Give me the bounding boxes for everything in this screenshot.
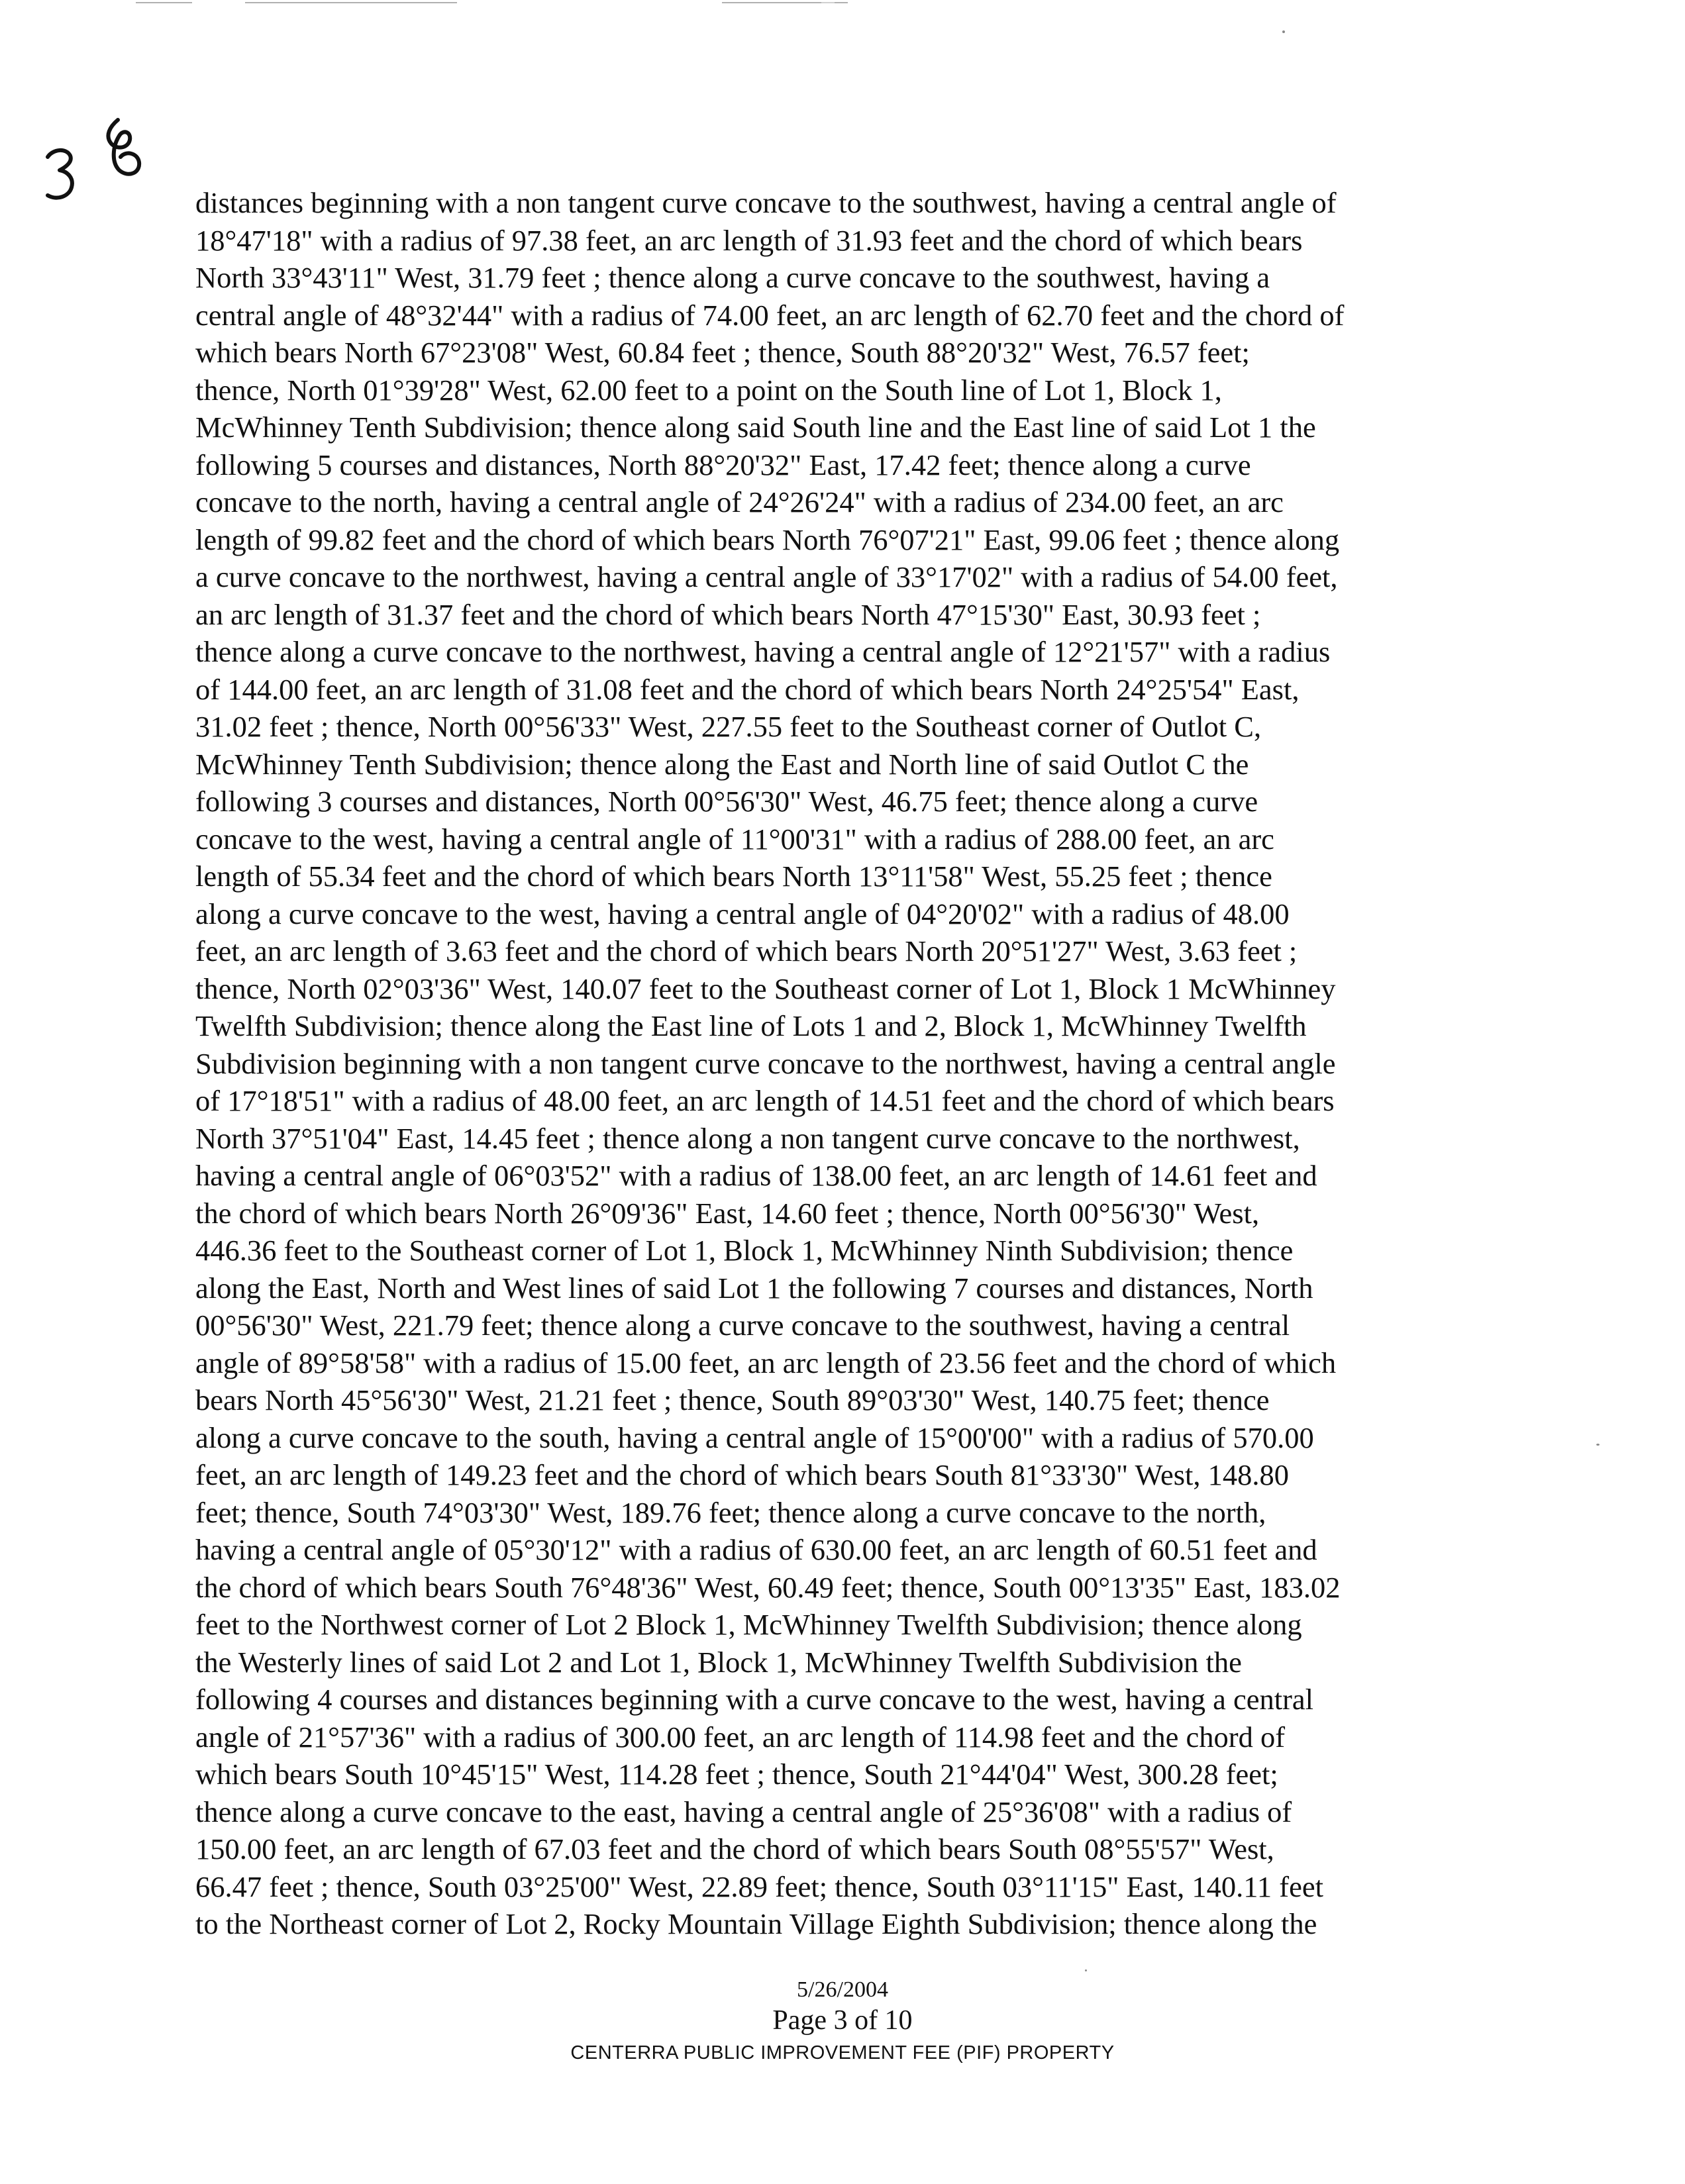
body-line: of 17°18'51" with a radius of 48.00 feet, an arc length of 14.51 feet and the chord of which bears <box>195 1084 1335 1117</box>
footer-page-number: Page 3 of 10 <box>772 2005 913 2036</box>
body-line: having a central angle of 06°03'52" with a radius of 138.00 feet, an arc length of 14.61 feet and <box>195 1159 1317 1192</box>
body-line: distances beginning with a non tangent curve concave to the southwest, having a central angle of <box>195 186 1337 219</box>
body-line: feet to the Northwest corner of Lot 2 Block 1, McWhinney Twelfth Subdivision; thence along <box>195 1608 1302 1641</box>
legal-description-body <box>195 184 1494 1943</box>
body-line: the chord of which bears South 76°48'36" West, 60.49 feet; thence, South 00°13'35" East, 183.02 <box>195 1570 1341 1604</box>
body-line: along the East, North and West lines of said Lot 1 the following 7 courses and distances, North <box>195 1271 1313 1305</box>
scan-mark <box>245 2 457 3</box>
scan-speck <box>1596 1444 1600 1446</box>
body-line: of 144.00 feet, an arc length of 31.08 feet and the chord of which bears North 24°25'54" East, <box>195 672 1300 706</box>
body-line: feet, an arc length of 3.63 feet and the chord of which bears North 20°51'27" West, 3.63 feet ; <box>195 934 1298 968</box>
body-line: feet, an arc length of 149.23 feet and the chord of which bears South 81°33'30" West, 148.80 <box>195 1458 1290 1491</box>
body-line: following 5 courses and distances, North 88°20'32" East, 17.42 feet; thence along a curve <box>195 448 1251 481</box>
body-line: which bears South 10°45'15" West, 114.28 feet ; thence, South 21°44'04" West, 300.28 feet; <box>195 1758 1278 1791</box>
body-line: a curve concave to the northwest, having a central angle of 33°17'02" with a radius of 54.00 feet, <box>195 560 1338 593</box>
body-line: 446.36 feet to the Southeast corner of Lot 1, Block 1, McWhinney Ninth Subdivision; thence <box>195 1234 1294 1267</box>
footer-document-title: CENTERRA PUBLIC IMPROVEMENT FEE (PIF) PROPERTY <box>570 2042 1115 2063</box>
scan-speck <box>1085 1969 1087 1971</box>
scan-marks <box>0 0 1685 13</box>
body-line: thence along a curve concave to the northwest, having a central angle of 12°21'57" with a radius <box>195 635 1331 668</box>
body-line: concave to the north, having a central angle of 24°26'24" with a radius of 234.00 feet, an arc <box>195 485 1284 519</box>
body-line: length of 55.34 feet and the chord of which bears North 13°11'58" West, 55.25 feet ; thence <box>195 860 1272 893</box>
body-line: length of 99.82 feet and the chord of which bears North 76°07'21" East, 99.06 feet ; thence along <box>195 522 1340 556</box>
body-line: McWhinney Tenth Subdivision; thence along said South line and the East line of said Lot 1 the <box>195 411 1316 444</box>
body-line: to the Northeast corner of Lot 2, Rocky Mountain Village Eighth Subdivision; thence along the <box>195 1907 1317 1940</box>
body-line: following 4 courses and distances beginning with a curve concave to the west, having a central <box>195 1683 1314 1716</box>
body-line: following 3 courses and distances, North 00°56'30" West, 46.75 feet; thence along a curve <box>195 785 1258 818</box>
body-line: thence, North 02°03'36" West, 140.07 feet to the Southeast corner of Lot 1, Block 1 McWhinney <box>195 971 1336 1005</box>
body-line: along a curve concave to the south, having a central angle of 15°00'00" with a radius of 570.00 <box>195 1420 1314 1454</box>
body-line: having a central angle of 05°30'12" with a radius of 630.00 feet, an arc length of 60.51 feet and <box>195 1533 1317 1566</box>
body-line: Subdivision beginning with a non tangent curve concave to the northwest, having a central angle <box>195 1046 1336 1080</box>
body-line: 150.00 feet, an arc length of 67.03 feet and the chord of which bears South 08°55'57" West, <box>195 1832 1274 1865</box>
handwritten-page-mark <box>33 109 179 222</box>
body-line: North 37°51'04" East, 14.45 feet ; thence along a non tangent curve concave to the northwest, <box>195 1121 1300 1155</box>
body-line: McWhinney Tenth Subdivision; thence along the East and North line of said Outlot C the <box>195 747 1249 781</box>
body-line: bears North 45°56'30" West, 21.21 feet ; thence, South 89°03'30" West, 140.75 feet; thence <box>195 1383 1270 1416</box>
body-line: an arc length of 31.37 feet and the chord of which bears North 47°15'30" East, 30.93 feet ; <box>195 597 1261 631</box>
body-line: 00°56'30" West, 221.79 feet; thence along a curve concave to the southwest, having a central <box>195 1309 1290 1342</box>
scan-mark <box>136 2 192 3</box>
body-line: 66.47 feet ; thence, South 03°25'00" West, 22.89 feet; thence, South 03°11'15" East, 140.11 feet <box>195 1869 1323 1903</box>
body-line: thence, North 01°39'28" West, 62.00 feet to a point on the South line of Lot 1, Block 1, <box>195 373 1222 407</box>
body-line: thence along a curve concave to the east, having a central angle of 25°36'08" with a radius of <box>195 1795 1292 1828</box>
body-line: 18°47'18" with a radius of 97.38 feet, an arc length of 31.93 feet and the chord of which bears <box>195 223 1303 257</box>
body-line: Twelfth Subdivision; thence along the East line of Lots 1 and 2, Block 1, McWhinney Twelfth <box>195 1009 1307 1042</box>
body-line: central angle of 48°32'44" with a radius of 74.00 feet, an arc length of 62.70 feet and the chord of <box>195 298 1345 332</box>
body-line: feet; thence, South 74°03'30" West, 189.76 feet; thence along a curve concave to the north, <box>195 1495 1266 1529</box>
body-line: North 33°43'11" West, 31.79 feet ; thence along a curve concave to the southwest, having a <box>195 261 1270 294</box>
scan-speck <box>1282 30 1285 33</box>
scan-mark <box>821 2 835 3</box>
body-line: the chord of which bears North 26°09'36" East, 14.60 feet ; thence, North 00°56'30" West, <box>195 1196 1260 1230</box>
body-line: the Westerly lines of said Lot 2 and Lot 1, Block 1, McWhinney Twelfth Subdivision the <box>195 1645 1242 1679</box>
body-line: which bears North 67°23'08" West, 60.84 feet ; thence, South 88°20'32" West, 76.57 feet; <box>195 336 1250 369</box>
body-line: angle of 21°57'36" with a radius of 300.00 feet, an arc length of 114.98 feet and the chord of <box>195 1720 1286 1754</box>
footer-date: 5/26/2004 <box>797 1977 888 2002</box>
body-line: along a curve concave to the west, having a central angle of 04°20'02" with a radius of 48.00 <box>195 897 1290 930</box>
body-line: concave to the west, having a central angle of 11°00'31" with a radius of 288.00 feet, an arc <box>195 822 1274 856</box>
body-line: angle of 89°58'58" with a radius of 15.00 feet, an arc length of 23.56 feet and the chord of which <box>195 1346 1337 1379</box>
body-line: 31.02 feet ; thence, North 00°56'33" West, 227.55 feet to the Southeast corner of Outlot C, <box>195 710 1262 743</box>
